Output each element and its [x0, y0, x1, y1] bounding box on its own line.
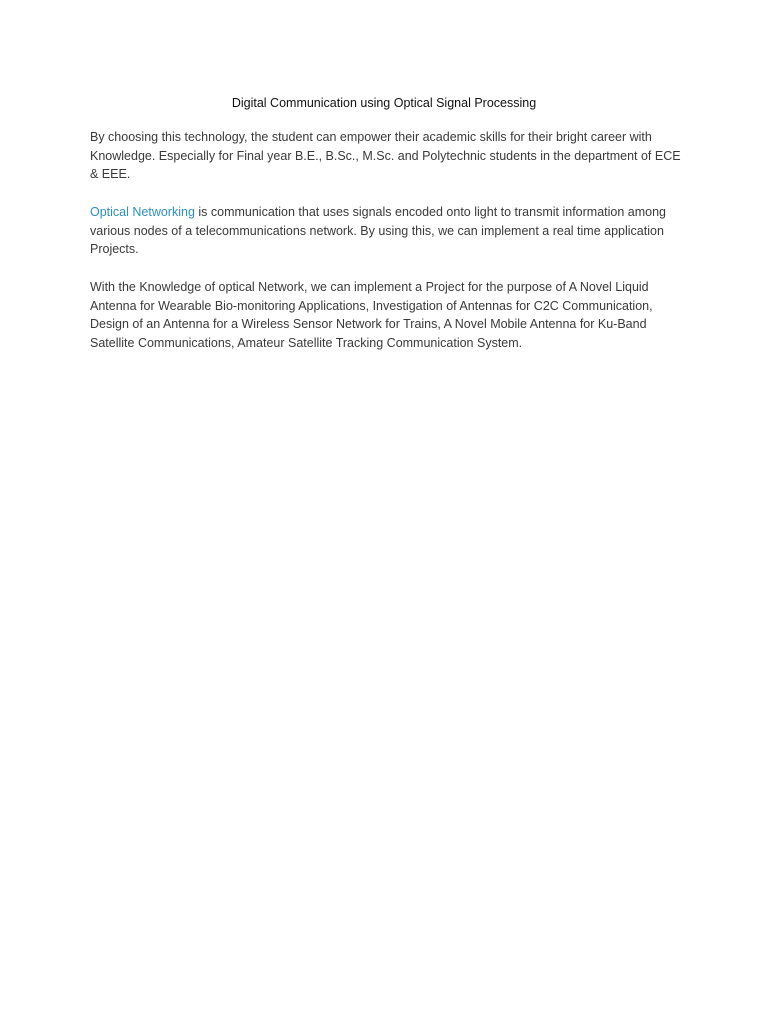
paragraph-projects: With the Knowledge of optical Network, we can implement a Project for the purpose of A Novel Liquid Antenna for Wearable Bio-monitoring Applications, Investigation of Antennas for C2C Communication, Design of an Antenna for a Wireless Sensor Network for Trains, A Novel Mobile Antenna for Ku-Band Satellite Communications, Amateur Satellite Tracking Communication System.: [90, 280, 653, 351]
optical-networking-link[interactable]: Optical Networking: [90, 205, 195, 219]
paragraph-optical-networking-text: is communication that uses signals encoded onto light to transmit information among various nodes of a telecommunications network. By using this, we can implement a real time application Projects.: [90, 205, 666, 257]
paragraph-optical-networking: [90, 203, 690, 259]
document-title: Digital Communication using Optical Signal Processing: [231, 96, 537, 110]
paragraph-intro: By choosing this technology, the student can empower their academic skills for their bright career with Knowledge. Especially for Final year B.E., B.Sc., M.Sc. and Polytechnic students in the department of ECE & EEE.: [90, 130, 681, 182]
